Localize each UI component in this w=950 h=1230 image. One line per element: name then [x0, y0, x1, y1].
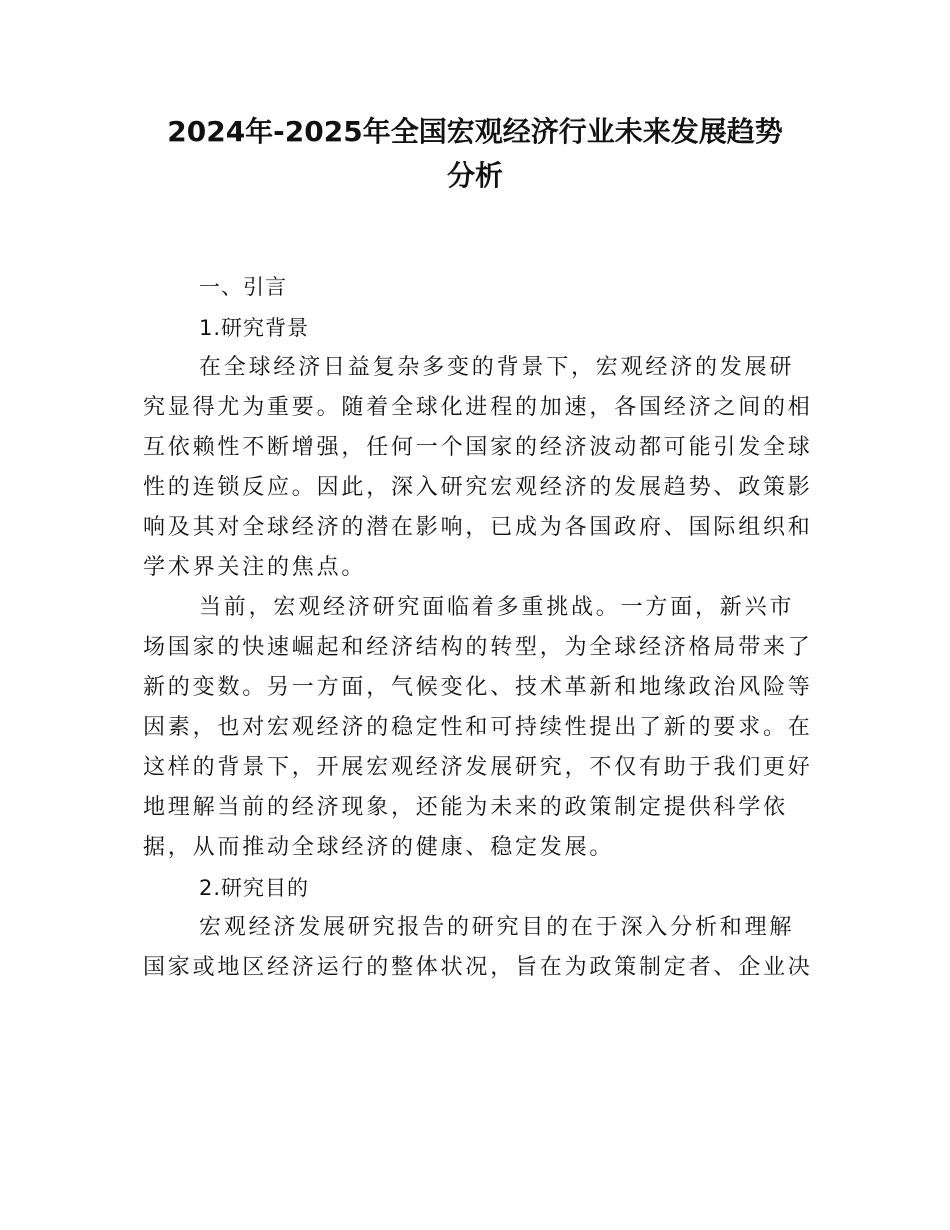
- paragraph-line: 当前，宏观经济研究面临着多重挑战。一方面，新兴市: [199, 595, 795, 620]
- paragraph-line: 响及其对全球经济的潜在影响，已成为各国政府、国际组织和: [143, 515, 813, 540]
- subsection-heading-research-background: 1.研究背景: [199, 316, 310, 340]
- document-body: [143, 267, 813, 988]
- paragraph-line: 地理解当前的经济现象，还能为未来的政策制定提供科学依: [143, 795, 788, 820]
- paragraph-line: 宏观经济发展研究报告的研究目的在于深入分析和理解: [199, 915, 795, 940]
- paragraph-line: 学术界关注的焦点。: [143, 555, 367, 580]
- paragraph-line: 新的变数。另一方面，气候变化、技术革新和地缘政治风险等: [143, 675, 813, 700]
- title-line-2: 分析: [446, 159, 503, 192]
- paragraph-line: 在全球经济日益复杂多变的背景下，宏观经济的发展研: [199, 355, 795, 380]
- paragraph-line: 性的连锁反应。因此，深入研究宏观经济的发展趋势、政策影: [143, 475, 813, 500]
- subsection-heading-research-purpose: 2.研究目的: [199, 876, 310, 900]
- document-title: [120, 110, 830, 198]
- paragraph-background-2: [143, 588, 813, 868]
- paragraph-purpose: [143, 908, 813, 988]
- section-heading-introduction: 一、引言: [199, 275, 287, 299]
- paragraph-line: 因素，也对宏观经济的稳定性和可持续性提出了新的要求。在: [143, 715, 813, 740]
- paragraph-line: 究显得尤为重要。随着全球化进程的加速，各国经济之间的相: [143, 395, 813, 420]
- paragraph-line: 国家或地区经济运行的整体状况，旨在为政策制定者、企业决: [143, 955, 813, 980]
- paragraph-line: 场国家的快速崛起和经济结构的转型，为全球经济格局带来了: [143, 635, 813, 660]
- title-line-1: 2024年-2025年全国宏观经济行业未来发展趋势: [167, 115, 783, 148]
- paragraph-line: 这样的背景下，开展宏观经济发展研究，不仅有助于我们更好: [143, 755, 813, 780]
- paragraph-line: 互依赖性不断增强，任何一个国家的经济波动都可能引发全球: [143, 435, 813, 460]
- paragraph-background-1: [143, 348, 813, 588]
- paragraph-line: 据，从而推动全球经济的健康、稳定发展。: [143, 835, 615, 860]
